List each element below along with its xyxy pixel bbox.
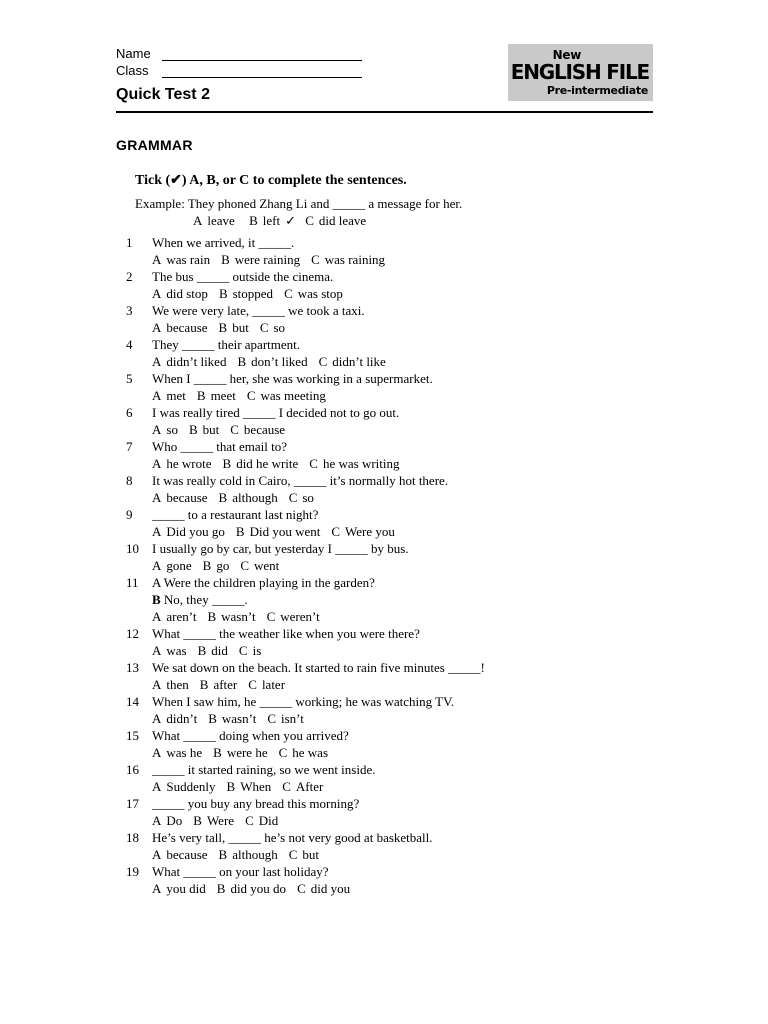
option-text: did	[211, 643, 228, 658]
options-line	[152, 421, 666, 438]
option-text: he wrote	[166, 456, 212, 471]
question-number: 15	[126, 728, 139, 743]
question-item	[126, 574, 666, 625]
question-text: When I saw him, he _____ working; he was watching TV.	[152, 694, 455, 709]
instruction-text: Tick (✔) A, B, or C to complete the sentences.	[135, 173, 407, 188]
option-letter: A	[152, 779, 162, 794]
option-text: but	[302, 847, 319, 862]
option-text: so	[166, 422, 178, 437]
option-text: did stop	[166, 286, 208, 301]
example-sentence-line	[135, 195, 462, 212]
option-letter: C	[318, 354, 328, 369]
option-text: gone	[166, 558, 192, 573]
option-letter: B	[218, 320, 228, 335]
option-text: because	[166, 847, 208, 862]
option-letter: B	[208, 711, 217, 726]
option-text: so	[273, 320, 286, 335]
question-item	[126, 404, 666, 438]
option-text: aren’t	[166, 609, 197, 624]
reply-text: No, they _____.	[163, 592, 248, 607]
option-text: so	[302, 490, 314, 505]
question-text: He’s very tall, _____ he’s not very good at basketball.	[152, 830, 433, 845]
question-text: _____ to a restaurant last night?	[152, 507, 319, 522]
options-line	[152, 642, 666, 659]
option-text: is	[252, 643, 262, 658]
options-line	[152, 455, 666, 472]
question-item	[126, 693, 666, 727]
option-text: wasn’t	[221, 711, 257, 726]
english-file-logo	[508, 44, 653, 101]
option-text: were he	[226, 745, 268, 760]
question-body	[152, 336, 666, 370]
option-letter: B	[218, 847, 228, 862]
option-letter: A	[152, 643, 162, 658]
question-text: A Were the children playing in the garden?	[152, 575, 375, 590]
example-option-c: did leave	[318, 213, 367, 228]
question-text: We were very late, _____ we took a taxi.	[152, 303, 365, 318]
question-text: Who _____ that email to?	[152, 439, 288, 454]
question-number: 11	[126, 575, 139, 590]
option-text: was	[166, 643, 187, 658]
option-letter: B	[202, 558, 212, 573]
example-block	[135, 195, 462, 229]
option-letter: A	[152, 609, 162, 624]
option-letter: A	[152, 388, 162, 403]
question-body	[152, 268, 666, 302]
name-label: Name	[116, 46, 151, 61]
question-number: 17	[126, 796, 139, 811]
header-divider	[116, 111, 653, 113]
question-text: _____ it started raining, so we went inside.	[152, 762, 376, 777]
option-text: met	[166, 388, 186, 403]
question-item	[126, 472, 666, 506]
option-letter: B	[235, 524, 245, 539]
option-text: don’t liked	[251, 354, 308, 369]
option-letter: A	[152, 881, 162, 896]
option-text: because	[166, 320, 208, 335]
option-letter: B	[237, 354, 247, 369]
option-text: was raining	[324, 252, 386, 267]
option-text: stopped	[232, 286, 274, 301]
question-number: 10	[126, 541, 139, 556]
option-text: meet	[210, 388, 236, 403]
option-letter: B	[216, 881, 226, 896]
option-letter: A	[152, 524, 162, 539]
option-letter: C	[238, 643, 248, 658]
option-letter: B	[196, 388, 206, 403]
logo-main-text: ENGLISH FILE	[510, 60, 649, 84]
option-text: he was	[292, 745, 329, 760]
question-number: 1	[126, 235, 133, 250]
option-letter: B	[221, 252, 230, 267]
option-letter: B	[207, 609, 217, 624]
question-body	[152, 829, 666, 863]
option-text: Do	[166, 813, 183, 828]
option-text: although	[232, 847, 278, 862]
name-field[interactable]	[162, 48, 362, 61]
question-item	[126, 438, 666, 472]
option-letter: C	[267, 711, 276, 726]
option-letter: B	[199, 677, 209, 692]
question-number: 4	[126, 337, 133, 352]
question-item	[126, 370, 666, 404]
option-text: When	[240, 779, 272, 794]
option-letter: C	[240, 558, 250, 573]
example-sentence: They phoned Zhang Li and _____ a message for her.	[187, 196, 463, 211]
question-body	[152, 404, 666, 438]
question-item	[126, 302, 666, 336]
question-number: 19	[126, 864, 139, 879]
option-text: was stop	[297, 286, 343, 301]
example-option-a: leave	[207, 213, 235, 228]
option-letter: C	[245, 813, 254, 828]
option-text: wasn’t	[221, 609, 256, 624]
option-letter: A	[152, 252, 162, 267]
tick-icon: ✓	[285, 213, 296, 228]
question-number: 7	[126, 439, 133, 454]
option-text: Suddenly	[166, 779, 216, 794]
option-text: but	[232, 320, 249, 335]
options-line	[152, 557, 666, 574]
question-body	[152, 540, 666, 574]
option-text: because	[166, 490, 208, 505]
question-body	[152, 761, 666, 795]
name-class-block	[116, 44, 362, 78]
question-body	[152, 574, 666, 625]
question-text: It was really cold in Cairo, _____ it’s normally hot there.	[152, 473, 449, 488]
question-body	[152, 234, 666, 268]
question-number: 12	[126, 626, 139, 641]
question-text: I was really tired _____ I decided not to go out.	[152, 405, 400, 420]
option-letter: A	[152, 711, 162, 726]
question-number: 8	[126, 473, 133, 488]
option-letter: A	[152, 422, 162, 437]
options-line	[152, 387, 666, 404]
question-number: 14	[126, 694, 139, 709]
question-text: When we arrived, it _____.	[152, 235, 295, 250]
question-item	[126, 540, 666, 574]
question-item	[126, 234, 666, 268]
option-letter: C	[288, 490, 298, 505]
options-line	[152, 251, 666, 268]
option-letter: C	[246, 388, 256, 403]
question-item	[126, 506, 666, 540]
option-text: Did you went	[249, 524, 321, 539]
option-text: did you	[310, 881, 351, 896]
options-line	[152, 523, 666, 540]
option-letter: B	[222, 456, 232, 471]
options-line	[152, 353, 666, 370]
question-item	[126, 829, 666, 863]
question-body	[152, 795, 666, 829]
options-line	[152, 489, 666, 506]
option-text: weren’t	[280, 609, 320, 624]
option-letter: A	[152, 320, 162, 335]
option-letter: B	[218, 490, 228, 505]
option-text: isn’t	[281, 711, 304, 726]
option-text: then	[166, 677, 189, 692]
question-item	[126, 795, 666, 829]
options-line	[152, 285, 666, 302]
question-body	[152, 625, 666, 659]
option-letter: A	[152, 558, 162, 573]
option-text: did you do	[230, 881, 287, 896]
option-text: Were you	[345, 524, 395, 539]
option-text: were raining	[234, 252, 301, 267]
option-letter: C	[259, 320, 269, 335]
option-letter: C	[297, 881, 306, 896]
option-letter: C	[282, 779, 291, 794]
options-line	[152, 812, 666, 829]
reply-line	[152, 591, 666, 608]
option-letter: B	[218, 286, 228, 301]
question-text: What _____ the weather like when you were there?	[152, 626, 420, 641]
class-field[interactable]	[162, 65, 362, 78]
question-list	[126, 234, 666, 897]
option-letter: B	[226, 779, 236, 794]
option-text: although	[232, 490, 278, 505]
option-text: was rain	[166, 252, 211, 267]
option-text: after	[213, 677, 238, 692]
question-number: 5	[126, 371, 133, 386]
question-item	[126, 659, 666, 693]
question-body	[152, 472, 666, 506]
option-text: was he	[166, 745, 203, 760]
option-letter: A	[152, 490, 162, 505]
question-text: We sat down on the beach. It started to rain five minutes _____!	[152, 660, 485, 675]
logo-sub-text: Pre-intermediate	[546, 84, 648, 97]
example-options	[135, 212, 462, 229]
option-text: he was writing	[322, 456, 400, 471]
question-item	[126, 268, 666, 302]
option-letter: C	[248, 677, 257, 692]
option-text: later	[261, 677, 286, 692]
question-number: 9	[126, 507, 133, 522]
logo-new-text: New	[552, 48, 581, 62]
question-body	[152, 863, 666, 897]
option-text: Did	[258, 813, 279, 828]
option-letter: C	[309, 456, 318, 471]
option-letter: C	[284, 286, 293, 301]
option-letter: C	[230, 422, 239, 437]
option-letter: C	[331, 524, 341, 539]
class-row	[116, 61, 362, 78]
question-item	[126, 625, 666, 659]
question-body	[152, 370, 666, 404]
option-letter: A	[152, 286, 162, 301]
example-label: Example:	[135, 196, 185, 211]
question-number: 18	[126, 830, 139, 845]
options-line	[152, 880, 666, 897]
question-text: I usually go by car, but yesterday I _____ by bus.	[152, 541, 409, 556]
option-letter: C	[305, 213, 314, 228]
reply-speaker: B	[152, 592, 161, 607]
option-letter: C	[266, 609, 276, 624]
option-text: was meeting	[260, 388, 326, 403]
option-letter: C	[311, 252, 320, 267]
question-number: 13	[126, 660, 139, 675]
question-number: 16	[126, 762, 139, 777]
question-text: They _____ their apartment.	[152, 337, 301, 352]
example-option-b: left	[262, 213, 281, 228]
class-label: Class	[116, 63, 149, 78]
question-item	[126, 761, 666, 795]
option-letter: B	[188, 422, 198, 437]
options-line	[152, 319, 666, 336]
option-text: didn’t	[166, 711, 198, 726]
question-number: 3	[126, 303, 133, 318]
question-text: When I _____ her, she was working in a supermarket.	[152, 371, 433, 386]
option-letter: B	[197, 643, 207, 658]
question-body	[152, 438, 666, 472]
option-letter: A	[152, 745, 162, 760]
name-row	[116, 44, 362, 61]
option-text: Did you go	[166, 524, 225, 539]
option-letter: B	[213, 745, 222, 760]
question-item	[126, 727, 666, 761]
option-letter: B	[193, 813, 202, 828]
section-title: GRAMMAR	[116, 137, 193, 153]
question-body	[152, 727, 666, 761]
options-line	[152, 778, 666, 795]
option-letter: A	[152, 354, 162, 369]
option-letter: A	[152, 847, 162, 862]
question-text: What _____ on your last holiday?	[152, 864, 329, 879]
option-text: Were	[206, 813, 235, 828]
question-text: What _____ doing when you arrived?	[152, 728, 349, 743]
question-text: _____ you buy any bread this morning?	[152, 796, 360, 811]
options-line	[152, 608, 666, 625]
option-text: you did	[166, 881, 206, 896]
options-line	[152, 846, 666, 863]
option-letter: C	[278, 745, 288, 760]
question-item	[126, 336, 666, 370]
option-text: but	[202, 422, 220, 437]
option-letter: C	[288, 847, 298, 862]
options-line	[152, 676, 666, 693]
question-body	[152, 659, 666, 693]
option-letter: A	[193, 213, 203, 228]
question-number: 2	[126, 269, 133, 284]
question-body	[152, 693, 666, 727]
option-letter: A	[152, 677, 162, 692]
option-text: because	[243, 422, 286, 437]
question-number: 6	[126, 405, 133, 420]
option-text: didn’t liked	[166, 354, 227, 369]
option-text: didn’t like	[332, 354, 386, 369]
option-text: go	[216, 558, 230, 573]
options-line	[152, 710, 666, 727]
option-text: went	[254, 558, 280, 573]
question-body	[152, 506, 666, 540]
page-title: Quick Test 2	[116, 86, 210, 103]
option-text: After	[295, 779, 324, 794]
question-item	[126, 863, 666, 897]
option-letter: A	[152, 813, 162, 828]
options-line	[152, 744, 666, 761]
option-letter: B	[249, 213, 258, 228]
question-text: The bus _____ outside the cinema.	[152, 269, 334, 284]
option-letter: A	[152, 456, 162, 471]
option-text: did he write	[236, 456, 299, 471]
question-body	[152, 302, 666, 336]
